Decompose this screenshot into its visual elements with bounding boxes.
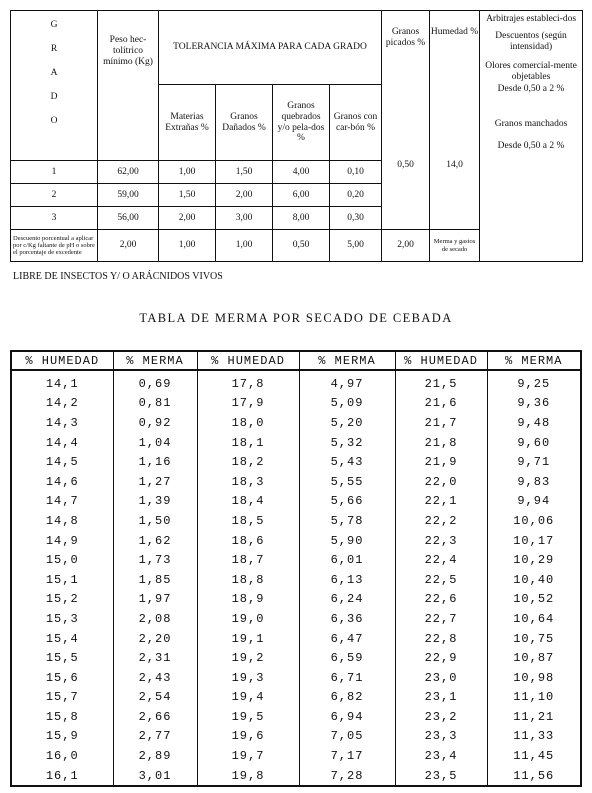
humedad-cell: 23,5 [395,766,487,787]
grado-letter: R [50,43,58,54]
danados-cell: 2,00 [216,184,273,207]
descuento-picados: 2,00 [382,230,430,262]
humedad-cell: 22,2 [395,511,487,531]
merma-cell: 9,71 [487,452,581,472]
merma-cell: 1,62 [113,531,197,551]
humedad-cell: 15,7 [11,688,113,708]
peso-cell: 56,00 [98,207,159,230]
humedad-cell: 22,9 [395,648,487,668]
merma-cell: 1,85 [113,570,197,590]
humedad-cell: 18,1 [197,433,299,453]
merma-cell: 0,81 [113,394,197,414]
tolerancia-header: TOLERANCIA MÁXIMA PARA CADA GRADO [159,11,382,85]
merma-cell: 1,39 [113,492,197,512]
carbon-cell: 0,10 [330,161,382,184]
merma-cell: 11,21 [487,707,581,727]
grado-cell: 1 [11,161,98,184]
merma-cell: 2,77 [113,727,197,747]
grade-table-container [10,10,582,261]
merma-table-row [11,766,581,787]
merma-cell: 5,20 [299,413,395,433]
materias-header: Materias Extrañas % [159,85,216,161]
merma-cell: 9,36 [487,394,581,414]
merma-col-header: % MERMA [113,351,197,370]
humedad-cell: 14,5 [11,452,113,472]
merma-cell: 1,04 [113,433,197,453]
humedad-cell: 14,1 [11,370,113,394]
merma-table-row [11,433,581,453]
merma-cell: 6,47 [299,629,395,649]
merma-cell: 6,82 [299,688,395,708]
merma-cell: 5,66 [299,492,395,512]
grado-letter: A [50,67,58,78]
merma-cell: 6,94 [299,707,395,727]
humedad-col-header: % HUMEDAD [11,351,113,370]
merma-table-row [11,609,581,629]
arbitrajes-column [480,11,583,262]
merma-table-row [11,472,581,492]
humedad-cell: 22,3 [395,531,487,551]
merma-table-row [11,707,581,727]
merma-table-row [11,394,581,414]
merma-cell: 5,78 [299,511,395,531]
peso-header: Peso hec-tolítrico mínimo (Kg) [98,11,159,161]
peso-cell: 62,00 [98,161,159,184]
merma-cell: 6,24 [299,590,395,610]
merma-table-container [10,350,580,787]
humedad-cell: 21,6 [395,394,487,414]
humedad-cell: 16,1 [11,766,113,787]
merma-cell: 5,55 [299,472,395,492]
merma-cell: 7,17 [299,746,395,766]
merma-cell: 2,89 [113,746,197,766]
merma-cell: 10,98 [487,668,581,688]
humedad-cell: 18,4 [197,492,299,512]
humedad-cell: 15,3 [11,609,113,629]
humedad-cell: 15,5 [11,648,113,668]
grado-cell: 2 [11,184,98,207]
merma-header-row [11,351,581,370]
merma-cell: 9,94 [487,492,581,512]
humedad-cell: 19,3 [197,668,299,688]
grado-letter: D [50,91,58,102]
descuento-carbon: 5,00 [330,230,382,262]
merma-cell: 2,31 [113,648,197,668]
merma-cell: 0,92 [113,413,197,433]
merma-table-row [11,688,581,708]
merma-table-body [11,370,581,786]
merma-cell: 2,20 [113,629,197,649]
descuento-quebrados: 0,50 [273,230,330,262]
humedad-cell: 23,3 [395,727,487,747]
descuento-materias: 1,00 [159,230,216,262]
humedad-cell: 22,0 [395,472,487,492]
humedad-cell: 21,7 [395,413,487,433]
humedad-cell: 14,7 [11,492,113,512]
merma-cell: 7,05 [299,727,395,747]
merma-table-row [11,452,581,472]
danados-cell: 1,50 [216,161,273,184]
merma-cell: 10,87 [487,648,581,668]
merma-cell: 2,43 [113,668,197,688]
merma-table-row [11,629,581,649]
humedad-cell: 14,8 [11,511,113,531]
humedad-cell: 18,7 [197,550,299,570]
merma-cell: 5,43 [299,452,395,472]
humedad-cell: 23,2 [395,707,487,727]
merma-cell: 1,50 [113,511,197,531]
merma-cell: 11,10 [487,688,581,708]
merma-cell: 9,60 [487,433,581,453]
humedad-cell: 16,0 [11,746,113,766]
merma-cell: 1,16 [113,452,197,472]
merma-cell: 6,36 [299,609,395,629]
humedad-cell: 22,4 [395,550,487,570]
merma-table-row [11,648,581,668]
humedad-cell: 19,8 [197,766,299,787]
carbon-cell: 0,30 [330,207,382,230]
merma-table-row [11,531,581,551]
quebrados-header: Granos quebrados y/o pela-dos % [273,85,330,161]
humedad-col-header: % HUMEDAD [395,351,487,370]
humedad-cell: 18,6 [197,531,299,551]
merma-table-title: TABLA DE MERMA POR SECADO DE CEBADA [139,311,453,325]
humedad-cell: 15,4 [11,629,113,649]
humedad-cell: 18,8 [197,570,299,590]
merma-table-row [11,727,581,747]
humedad-cell: 21,9 [395,452,487,472]
grado-header [11,11,98,161]
humedad-cell: 15,6 [11,668,113,688]
humedad-cell: 15,0 [11,550,113,570]
granos-picados-column [382,11,430,230]
descuentos-label: Descuentos (según intensidad) [495,30,567,52]
humedad-cell: 19,1 [197,629,299,649]
merma-cell: 7,28 [299,766,395,787]
humedad-cell: 15,8 [11,707,113,727]
grado-cell: 3 [11,207,98,230]
humedad-cell: 19,6 [197,727,299,747]
merma-cell: 5,90 [299,531,395,551]
humedad-cell: 17,9 [197,394,299,414]
merma-cell: 9,48 [487,413,581,433]
merma-table-row [11,492,581,512]
peso-cell: 59,00 [98,184,159,207]
danados-header: Granos Dañados % [216,85,273,161]
merma-cell: 3,01 [113,766,197,787]
descuento-peso: 2,00 [98,230,159,262]
merma-cell: 1,97 [113,590,197,610]
merma-cell: 0,69 [113,370,197,394]
carbon-cell: 0,20 [330,184,382,207]
humedad-cell: 22,6 [395,590,487,610]
humedad-cell: 23,1 [395,688,487,708]
quebrados-cell: 4,00 [273,161,330,184]
merma-cell: 2,08 [113,609,197,629]
quebrados-cell: 6,00 [273,184,330,207]
humedad-cell: 19,5 [197,707,299,727]
merma-col-header: % MERMA [487,351,581,370]
danados-cell: 3,00 [216,207,273,230]
granos-picados-header: Granos picados % [385,27,426,48]
humedad-cell: 18,2 [197,452,299,472]
humedad-cell: 21,5 [395,370,487,394]
humedad-cell: 15,1 [11,570,113,590]
grado-letter: O [50,115,58,126]
humedad-value: 14,0 [446,160,463,170]
humedad-cell: 23,4 [395,746,487,766]
merma-table-row [11,590,581,610]
humedad-cell: 18,3 [197,472,299,492]
humedad-cell: 14,3 [11,413,113,433]
humedad-cell: 18,5 [197,511,299,531]
arbitrajes-title: Arbitrajes estableci-dos [486,14,577,24]
merma-cell: 6,01 [299,550,395,570]
humedad-cell: 19,4 [197,688,299,708]
merma-table-row [11,370,581,394]
materias-cell: 2,00 [159,207,216,230]
humedad-cell: 15,9 [11,727,113,747]
merma-table-row [11,746,581,766]
humedad-cell: 19,2 [197,648,299,668]
merma-cell: 5,09 [299,394,395,414]
merma-cell: 10,06 [487,511,581,531]
manchados-label: Granos manchados [494,118,568,129]
grado-letter: G [50,20,58,30]
humedad-cell: 21,8 [395,433,487,453]
merma-cell: 10,29 [487,550,581,570]
merma-cell: 4,97 [299,370,395,394]
humedad-col-header: % HUMEDAD [197,351,299,370]
merma-cell: 11,33 [487,727,581,747]
humedad-cell: 22,8 [395,629,487,649]
merma-cell: 9,25 [487,370,581,394]
merma-cell: 10,64 [487,609,581,629]
humedad-cell: 22,5 [395,570,487,590]
humedad-cell: 19,7 [197,746,299,766]
humedad-cell: 17,8 [197,370,299,394]
humedad-cell: 19,0 [197,609,299,629]
manchados-range: Desde 0,50 a 2 % [497,141,565,152]
granos-picados-value: 0,50 [397,160,414,170]
humedad-cell: 18,0 [197,413,299,433]
merma-table-row [11,668,581,688]
merma-table-row [11,550,581,570]
merma-cell: 1,27 [113,472,197,492]
merma-cell: 1,73 [113,550,197,570]
merma-table-row [11,413,581,433]
merma-cell: 6,59 [299,648,395,668]
merma-cell: 10,17 [487,531,581,551]
humedad-column [430,11,480,230]
merma-cell: 2,54 [113,688,197,708]
humedad-cell: 14,6 [11,472,113,492]
humedad-cell: 23,0 [395,668,487,688]
merma-table-row [11,511,581,531]
humedad-cell: 18,9 [197,590,299,610]
materias-cell: 1,50 [159,184,216,207]
merma-cell: 6,13 [299,570,395,590]
humedad-cell: 22,1 [395,492,487,512]
humedad-cell: 15,2 [11,590,113,610]
merma-cell: 10,75 [487,629,581,649]
merma-col-header: % MERMA [299,351,395,370]
humedad-cell: 14,9 [11,531,113,551]
humedad-cell: 14,4 [11,433,113,453]
humedad-cell: 22,7 [395,609,487,629]
merma-cell: 10,40 [487,570,581,590]
quebrados-cell: 8,00 [273,207,330,230]
olores-range: Desde 0,50 a 2 % [497,83,565,94]
merma-cell: 2,66 [113,707,197,727]
insect-free-note: LIBRE DE INSECTOS Y/ O ARÁCNIDOS VIVOS [13,271,223,282]
merma-cell: 6,71 [299,668,395,688]
olores-label: Olores comercial-mente objetables [485,60,577,82]
merma-cell: 11,45 [487,746,581,766]
materias-cell: 1,00 [159,161,216,184]
merma-cell: 9,83 [487,472,581,492]
grade-table [10,10,583,262]
merma-cell: 10,52 [487,590,581,610]
merma-cell: 5,32 [299,433,395,453]
humedad-cell: 14,2 [11,394,113,414]
carbon-header: Granos con car-bón % [330,85,382,161]
descuento-humedad: Merma y gastos de secado [430,230,480,262]
merma-cell: 11,56 [487,766,581,787]
humedad-header: Humedad % [430,27,479,37]
descuento-label: Descuento porcentual a aplicar por c/Kg faltante de pH o sobre el porcentaje de excedente [11,230,98,262]
merma-table [10,350,582,787]
descuento-danados: 1,00 [216,230,273,262]
merma-table-row [11,570,581,590]
